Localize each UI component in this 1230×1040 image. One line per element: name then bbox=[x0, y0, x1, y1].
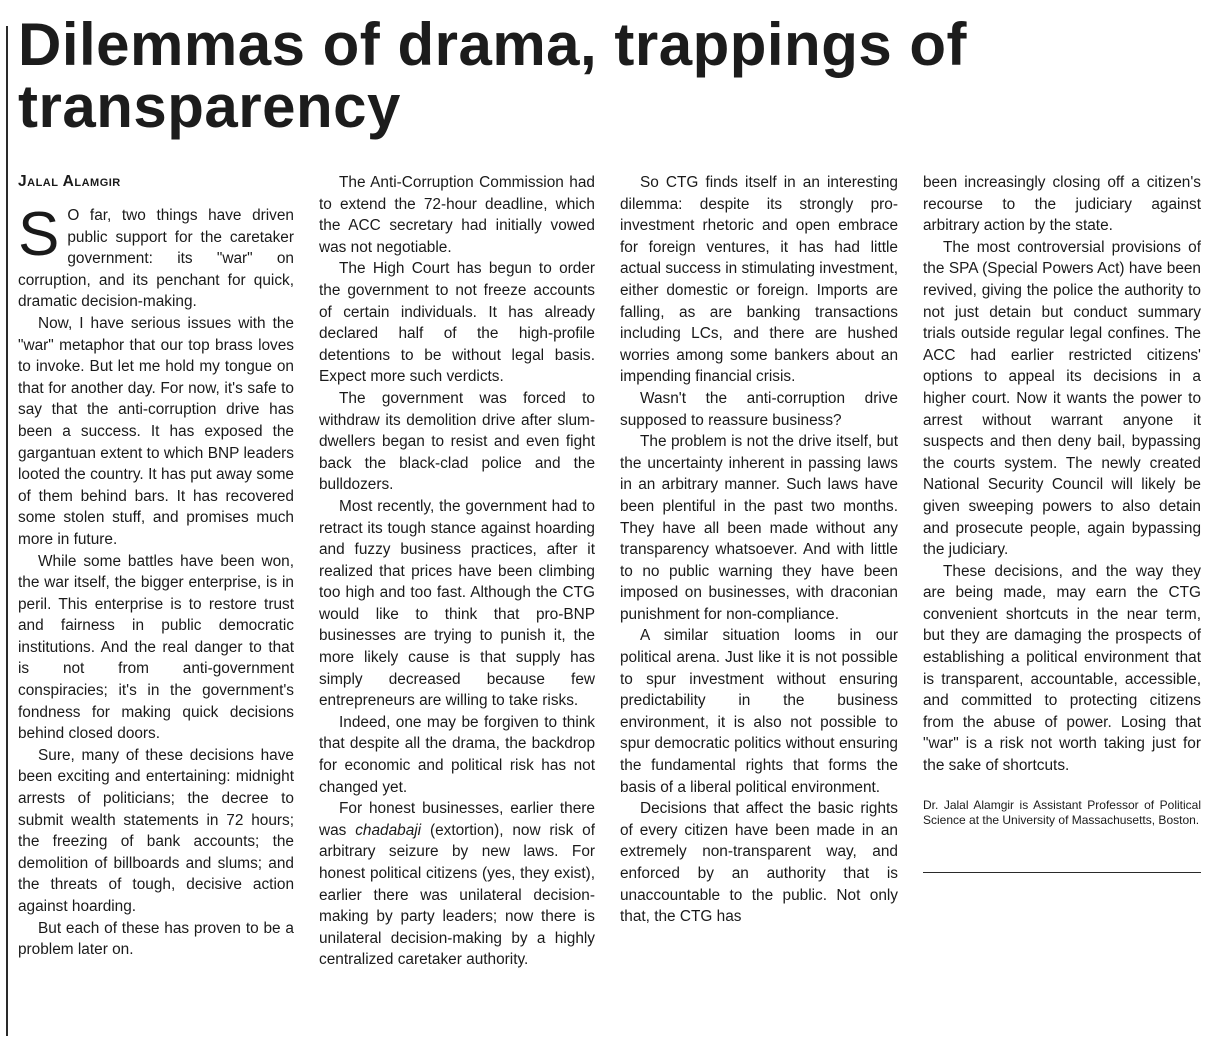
column-1 bbox=[18, 172, 294, 1038]
paragraph: These decisions, and the way they are being made, may earn the CTG convenient shortcuts in the near term, but they are damaging the prospects of establishing a political environment that is transparent, accountable, accessible, and committed to protecting citizens from the abuse of power. Losing that "war" is a risk not worth taking just for the sake of shortcuts. bbox=[923, 562, 1201, 775]
paragraph: Wasn't the anti-corruption drive supposed to reassure business? bbox=[620, 389, 898, 429]
paragraph-text: (extortion), now risk of arbitrary seizure by new laws. For honest political citizens (yes, they exist), earlier there was unilateral decision-making by party leaders; now there is unilateral decision-making by a highly centralized caretaker authority. bbox=[319, 821, 595, 969]
article-body bbox=[18, 172, 1202, 1038]
paragraph bbox=[319, 798, 595, 971]
paragraph: A similar situation looms in our political arena. Just like it is not possible to spur investment without ensuring predictability in the business environment, it is also not possible to spur democratic politics without ensuring the fundamental rights that forms the basis of a liberal political environment. bbox=[620, 627, 898, 796]
drop-cap: S bbox=[18, 200, 60, 269]
paragraph: The Anti-Corruption Commission had to extend the 72-hour deadline, which the ACC secretary had initially vowed was not negotiable. bbox=[319, 174, 595, 256]
paragraph bbox=[18, 200, 294, 313]
paragraph: But each of these has proven to be a problem later on. bbox=[18, 919, 294, 959]
paragraph: While some battles have been won, the war itself, the bigger enterprise, is in peril. This enterprise is to restore trust and fairness in public democratic institutions. And the real danger to that is not from anti-government conspiracies; it's in the government's fondness for making quick decisions behind closed doors. bbox=[18, 552, 294, 743]
column-4 bbox=[923, 172, 1201, 1038]
paragraph: Sure, many of these decisions have been exciting and entertaining: midnight arrests of politicians; the decree to submit wealth statements in 72 hours; the freezing of bank accounts; the demolition of billboards and slums; and the threats of tough, decisive action against hoarding. bbox=[18, 746, 294, 915]
paragraph: Decisions that affect the basic rights of every citizen have been made in an extremely non-transparent way, and enforced by an authority that is unaccountable to the public. Not only that, the CTG has bbox=[620, 800, 898, 926]
author-bio: Dr. Jalal Alamgir is Assistant Professor of Political Science at the University of Massachusetts, Boston. bbox=[923, 797, 1201, 827]
paragraph: The High Court has begun to order the government to not freeze accounts of certain individuals. It has already declared half of the high-profile detentions to be without legal basis. Expect more such verdicts. bbox=[319, 260, 595, 386]
paragraph: The government was forced to withdraw its demolition drive after slum-dwellers began to resist and even fight back the black-clad police and the bulldozers. bbox=[319, 389, 595, 494]
italic-term: chadabaji bbox=[355, 821, 422, 839]
byline: Jalal Alamgir bbox=[18, 173, 121, 190]
left-column-rule bbox=[6, 26, 8, 1036]
paragraph: The most controversial provisions of the SPA (Special Powers Act) have been revived, giving the police the authority to not just detain but conduct summary trials outside regular legal confines. The ACC had earlier restricted citizens' options to appeal its decisions in a higher court. Now it wants the power to arrest without warrant anyone it suspects and then deny bail, bypassing the courts system. The newly created National Security Council will likely be given sweeping powers to also detain and prosecute people, again bypassing the judiciary. bbox=[923, 238, 1201, 559]
paragraph-text: For honest businesses, earlier there was bbox=[319, 800, 595, 839]
paragraph: Most recently, the government had to retract its tough stance against hoarding and fuzzy business practices, after it realized that prices have been climbing too high and too fast. Although the CTG would like to think that pro-BNP businesses are trying to punish it, the more likely cause is that supply has simply decreased because few entrepreneurs are willing to take risks. bbox=[319, 497, 595, 710]
headline: Dilemmas of drama, trappings of transparency bbox=[18, 11, 968, 140]
end-rule bbox=[923, 872, 1201, 873]
column-3 bbox=[620, 172, 898, 1038]
paragraph: So CTG finds itself in an interesting dilemma: despite its strongly pro-investment rhetoric and open embrace for foreign ventures, it has had little actual success in stimulating investment, either domestic or foreign. Imports are falling, as are banking transactions including LCs, and there are hushed worries among some bankers about an impending financial crisis. bbox=[620, 174, 898, 386]
paragraph: been increasingly closing off a citizen's recourse to the judiciary against arbitrary action by the state. bbox=[923, 174, 1201, 235]
paragraph: Now, I have serious issues with the "war" metaphor that our top brass loves to invoke. But let me hold my tongue on that for another day. For now, it's safe to say that the anti-corruption drive has been a success. It has exposed the gargantuan extent to which BNP leaders looted the country. It has put away some of them behind bars. It has recovered some stolen stuff, and promises much more in future. bbox=[18, 314, 294, 548]
column-2 bbox=[319, 172, 595, 1038]
paragraph: Indeed, one may be forgiven to think that despite all the drama, the backdrop for economic and political risk has not changed yet. bbox=[319, 713, 595, 796]
paragraph-text: O far, two things have driven public support for the caretaker government: its "war" on corruption, and its penchant for quick, dramatic decision-making. bbox=[18, 207, 294, 311]
paragraph: The problem is not the drive itself, but the uncertainty inherent in passing laws in an arbitrary manner. Such laws have been plentiful in the past two months. They have all been made without any transparency whatsoever. And with little to no public warning they have been imposed on businesses, with draconian punishment for non-compliance. bbox=[620, 433, 898, 623]
